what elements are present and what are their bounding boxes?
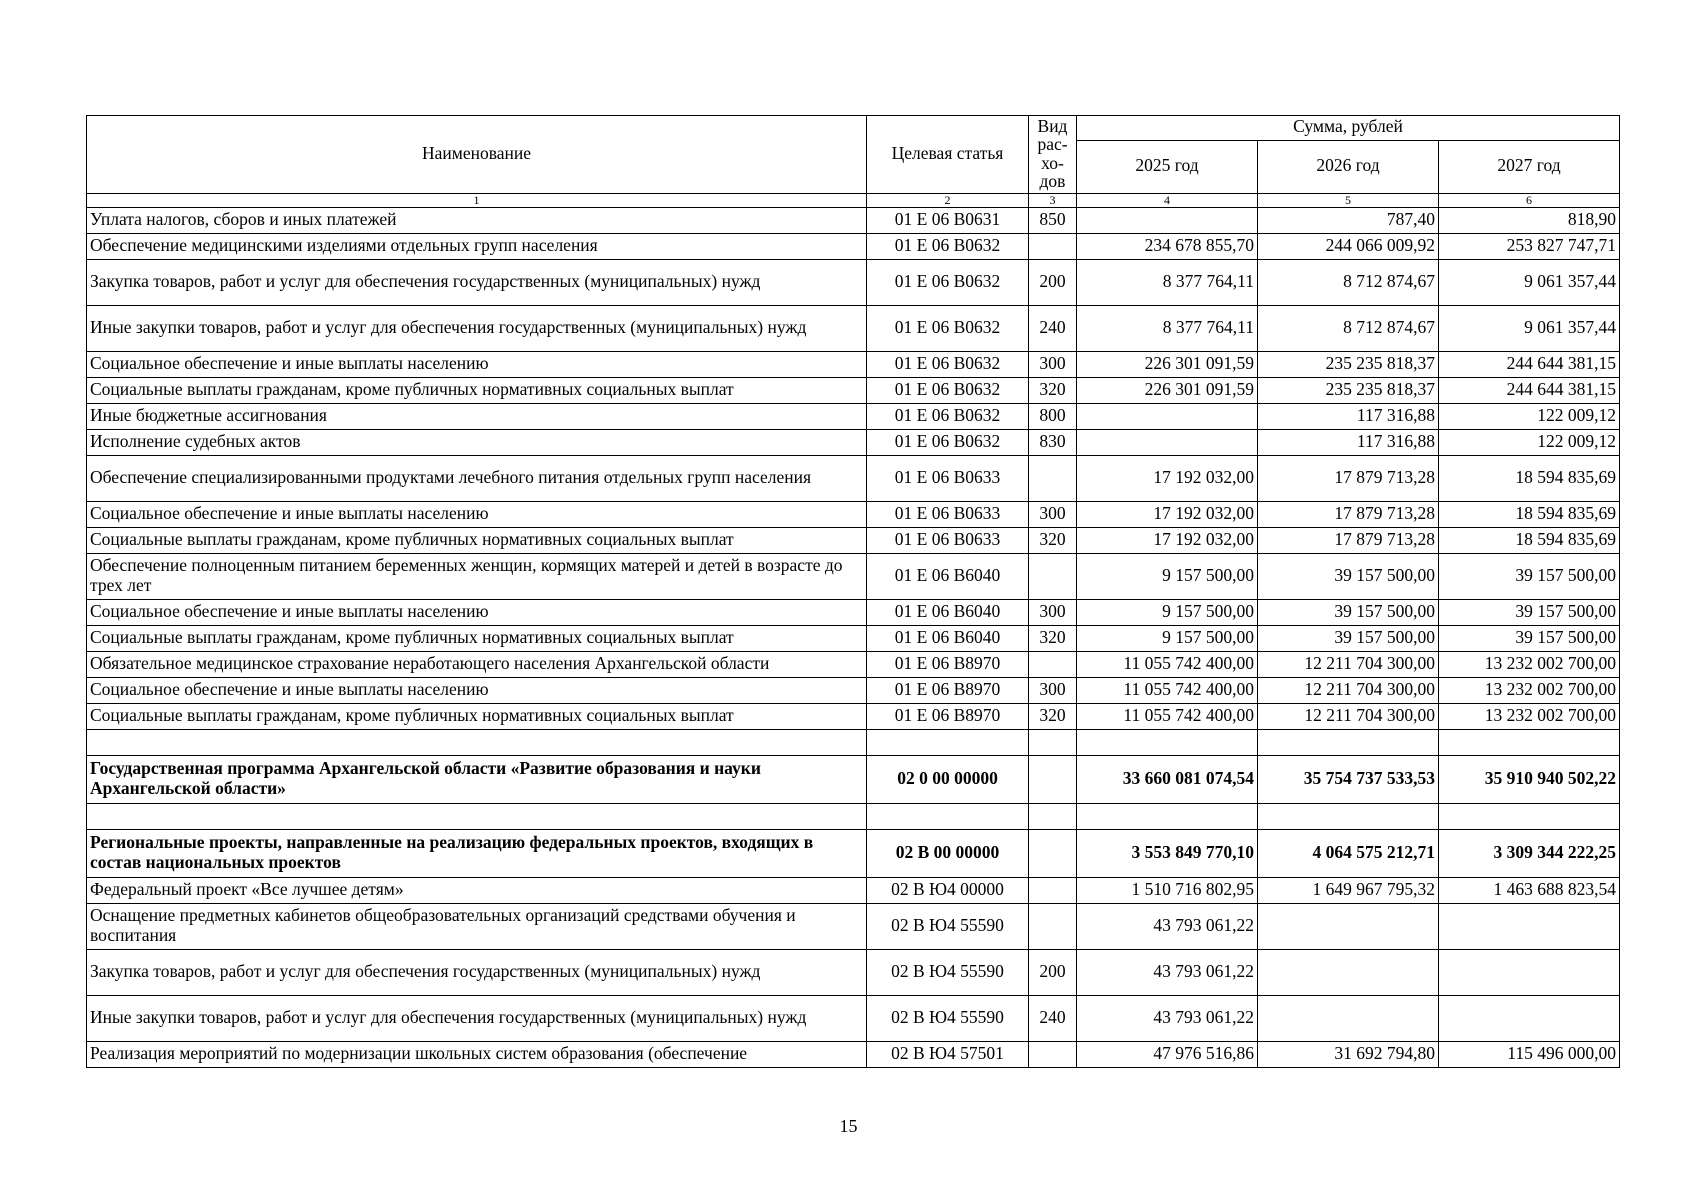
row-target-article: 01 Е 06 В6040	[867, 553, 1029, 599]
row-target-article: 01 Е 06 В8970	[867, 677, 1029, 703]
table-row	[87, 995, 1620, 1041]
row-amount-2026: 12 211 704 300,00	[1258, 677, 1439, 703]
row-name: Социальное обеспечение и иные выплаты населению	[87, 501, 867, 527]
table-row	[87, 949, 1620, 995]
column-number: 6	[1439, 193, 1620, 207]
row-amount-2027: 39 157 500,00	[1439, 599, 1620, 625]
table-row	[87, 501, 1620, 527]
row-expense-type: 240	[1029, 995, 1077, 1041]
header-year-2027: 2027 год	[1439, 140, 1620, 193]
row-name: Обеспечение медицинскими изделиями отдельных групп населения	[87, 233, 867, 259]
header-name: Наименование	[87, 116, 867, 194]
row-name: Социальное обеспечение и иные выплаты населению	[87, 599, 867, 625]
row-amount-2026: 12 211 704 300,00	[1258, 651, 1439, 677]
row-target-article: 02 0 00 00000	[867, 755, 1029, 803]
row-target-article: 01 Е 06 В8970	[867, 703, 1029, 729]
row-expense-type: 300	[1029, 501, 1077, 527]
row-amount-2027: 244 644 381,15	[1439, 351, 1620, 377]
row-amount-2026: 235 235 818,37	[1258, 351, 1439, 377]
row-amount-2027	[1439, 949, 1620, 995]
row-amount-2027: 9 061 357,44	[1439, 259, 1620, 305]
row-amount-2027: 9 061 357,44	[1439, 305, 1620, 351]
table-row	[87, 429, 1620, 455]
row-amount-2025: 11 055 742 400,00	[1077, 703, 1258, 729]
row-name: Уплата налогов, сборов и иных платежей	[87, 207, 867, 233]
column-number: 1	[87, 193, 867, 207]
table-row	[87, 259, 1620, 305]
row-amount-2025: 9 157 500,00	[1077, 553, 1258, 599]
row-target-article: 01 Е 06 В6040	[867, 625, 1029, 651]
budget-table	[86, 115, 1620, 1068]
row-expense-type: 240	[1029, 305, 1077, 351]
empty-cell	[1258, 803, 1439, 829]
row-target-article: 01 Е 06 В0632	[867, 377, 1029, 403]
row-expense-type: 300	[1029, 599, 1077, 625]
row-amount-2025: 234 678 855,70	[1077, 233, 1258, 259]
row-expense-type	[1029, 877, 1077, 903]
row-target-article: 01 Е 06 В0632	[867, 351, 1029, 377]
row-name: Социальные выплаты гражданам, кроме публичных нормативных социальных выплат	[87, 377, 867, 403]
table-row-program	[87, 755, 1620, 803]
row-amount-2025: 11 055 742 400,00	[1077, 677, 1258, 703]
row-amount-2025: 9 157 500,00	[1077, 599, 1258, 625]
row-amount-2026: 17 879 713,28	[1258, 501, 1439, 527]
row-amount-2026	[1258, 903, 1439, 949]
header-year-2026: 2026 год	[1258, 140, 1439, 193]
row-target-article: 02 В Ю4 00000	[867, 877, 1029, 903]
table-body	[87, 207, 1620, 1067]
column-number: 2	[867, 193, 1029, 207]
column-number: 3	[1029, 193, 1077, 207]
row-amount-2025	[1077, 207, 1258, 233]
row-amount-2026: 117 316,88	[1258, 429, 1439, 455]
row-amount-2025	[1077, 429, 1258, 455]
row-amount-2026: 787,40	[1258, 207, 1439, 233]
table-row	[87, 455, 1620, 501]
row-amount-2026: 12 211 704 300,00	[1258, 703, 1439, 729]
row-expense-type: 200	[1029, 259, 1077, 305]
table-row	[87, 377, 1620, 403]
row-amount-2025: 9 157 500,00	[1077, 625, 1258, 651]
row-name: Исполнение судебных актов	[87, 429, 867, 455]
empty-cell	[87, 803, 867, 829]
row-amount-2025: 43 793 061,22	[1077, 949, 1258, 995]
row-name: Иные бюджетные ассигнования	[87, 403, 867, 429]
row-amount-2026: 4 064 575 212,71	[1258, 829, 1439, 877]
row-amount-2027: 35 910 940 502,22	[1439, 755, 1620, 803]
row-expense-type: 830	[1029, 429, 1077, 455]
table-row	[87, 527, 1620, 553]
row-target-article: 01 Е 06 В0633	[867, 527, 1029, 553]
row-name: Иные закупки товаров, работ и услуг для обеспечения государственных (муниципальных) нужд	[87, 995, 867, 1041]
row-expense-type: 320	[1029, 377, 1077, 403]
row-amount-2026: 35 754 737 533,53	[1258, 755, 1439, 803]
table-row	[87, 233, 1620, 259]
row-amount-2025: 17 192 032,00	[1077, 501, 1258, 527]
row-amount-2027: 18 594 835,69	[1439, 455, 1620, 501]
row-amount-2025: 43 793 061,22	[1077, 995, 1258, 1041]
page-number: 15	[839, 1116, 858, 1136]
table-row-program	[87, 829, 1620, 877]
empty-cell	[1439, 803, 1620, 829]
row-name: Федеральный проект «Все лучшее детям»	[87, 877, 867, 903]
header-target-article: Целевая статья	[867, 116, 1029, 194]
row-expense-type: 200	[1029, 949, 1077, 995]
table-row	[87, 305, 1620, 351]
row-amount-2026: 39 157 500,00	[1258, 625, 1439, 651]
spacer-row	[87, 729, 1620, 755]
row-amount-2027: 13 232 002 700,00	[1439, 677, 1620, 703]
row-target-article: 01 Е 06 В0632	[867, 233, 1029, 259]
row-expense-type: 320	[1029, 625, 1077, 651]
empty-cell	[867, 803, 1029, 829]
row-target-article: 01 Е 06 В0633	[867, 501, 1029, 527]
empty-cell	[1077, 729, 1258, 755]
row-amount-2026: 17 879 713,28	[1258, 527, 1439, 553]
header-expense-type: Вид рас-хо-дов	[1029, 116, 1077, 194]
row-amount-2027: 13 232 002 700,00	[1439, 703, 1620, 729]
row-target-article: 01 Е 06 В0632	[867, 305, 1029, 351]
row-amount-2025: 17 192 032,00	[1077, 455, 1258, 501]
row-amount-2027: 115 496 000,00	[1439, 1041, 1620, 1067]
table-row	[87, 351, 1620, 377]
row-amount-2026: 235 235 818,37	[1258, 377, 1439, 403]
row-target-article: 02 В 00 00000	[867, 829, 1029, 877]
row-expense-type: 320	[1029, 527, 1077, 553]
table-row	[87, 703, 1620, 729]
row-target-article: 01 Е 06 В0633	[867, 455, 1029, 501]
column-number-row	[87, 193, 1620, 207]
row-expense-type	[1029, 651, 1077, 677]
row-amount-2027: 39 157 500,00	[1439, 553, 1620, 599]
empty-cell	[867, 729, 1029, 755]
empty-cell	[1439, 729, 1620, 755]
empty-cell	[87, 729, 867, 755]
empty-cell	[1029, 803, 1077, 829]
column-number: 4	[1077, 193, 1258, 207]
row-target-article: 01 Е 06 В0632	[867, 259, 1029, 305]
row-amount-2027: 39 157 500,00	[1439, 625, 1620, 651]
row-amount-2026: 17 879 713,28	[1258, 455, 1439, 501]
row-name: Закупка товаров, работ и услуг для обеспечения государственных (муниципальных) нужд	[87, 259, 867, 305]
header-year-2025: 2025 год	[1077, 140, 1258, 193]
empty-cell	[1258, 729, 1439, 755]
row-amount-2027	[1439, 995, 1620, 1041]
row-amount-2025: 11 055 742 400,00	[1077, 651, 1258, 677]
row-expense-type: 850	[1029, 207, 1077, 233]
row-name: Обязательное медицинское страхование неработающего населения Архангельской области	[87, 651, 867, 677]
row-amount-2027: 122 009,12	[1439, 429, 1620, 455]
row-amount-2026: 1 649 967 795,32	[1258, 877, 1439, 903]
row-amount-2026: 31 692 794,80	[1258, 1041, 1439, 1067]
row-expense-type	[1029, 553, 1077, 599]
row-expense-type	[1029, 1041, 1077, 1067]
row-amount-2026: 8 712 874,67	[1258, 305, 1439, 351]
row-amount-2025	[1077, 403, 1258, 429]
row-expense-type	[1029, 903, 1077, 949]
row-name: Региональные проекты, направленные на реализацию федеральных проектов, входящих в состав национальных проектов	[87, 829, 867, 877]
row-expense-type: 300	[1029, 677, 1077, 703]
row-name: Обеспечение полноценным питанием беременных женщин, кормящих матерей и детей в возрасте до трех лет	[87, 553, 867, 599]
row-target-article: 02 В Ю4 55590	[867, 903, 1029, 949]
row-name: Реализация мероприятий по модернизации школьных систем образования (обеспечение	[87, 1041, 867, 1067]
row-name: Социальные выплаты гражданам, кроме публичных нормативных социальных выплат	[87, 703, 867, 729]
table-row	[87, 677, 1620, 703]
table-row	[87, 599, 1620, 625]
row-name: Социальное обеспечение и иные выплаты населению	[87, 677, 867, 703]
row-expense-type	[1029, 233, 1077, 259]
row-target-article: 01 Е 06 В0632	[867, 429, 1029, 455]
row-amount-2025: 8 377 764,11	[1077, 305, 1258, 351]
row-name: Социальное обеспечение и иные выплаты населению	[87, 351, 867, 377]
row-amount-2027: 818,90	[1439, 207, 1620, 233]
row-target-article: 01 Е 06 В0632	[867, 403, 1029, 429]
row-amount-2025: 226 301 091,59	[1077, 377, 1258, 403]
row-amount-2025: 17 192 032,00	[1077, 527, 1258, 553]
row-expense-type	[1029, 829, 1077, 877]
table-row	[87, 403, 1620, 429]
row-amount-2026	[1258, 949, 1439, 995]
row-name: Иные закупки товаров, работ и услуг для обеспечения государственных (муниципальных) нужд	[87, 305, 867, 351]
row-expense-type: 300	[1029, 351, 1077, 377]
row-expense-type: 320	[1029, 703, 1077, 729]
row-expense-type	[1029, 755, 1077, 803]
row-amount-2025: 43 793 061,22	[1077, 903, 1258, 949]
row-amount-2026: 39 157 500,00	[1258, 553, 1439, 599]
row-amount-2026: 117 316,88	[1258, 403, 1439, 429]
row-name: Обеспечение специализированными продуктами лечебного питания отдельных групп населения	[87, 455, 867, 501]
row-amount-2026: 8 712 874,67	[1258, 259, 1439, 305]
row-name: Закупка товаров, работ и услуг для обеспечения государственных (муниципальных) нужд	[87, 949, 867, 995]
row-amount-2027: 18 594 835,69	[1439, 527, 1620, 553]
table-row	[87, 651, 1620, 677]
row-amount-2026: 244 066 009,92	[1258, 233, 1439, 259]
row-amount-2025: 1 510 716 802,95	[1077, 877, 1258, 903]
row-target-article: 02 В Ю4 55590	[867, 949, 1029, 995]
row-amount-2027: 122 009,12	[1439, 403, 1620, 429]
column-number: 5	[1258, 193, 1439, 207]
row-amount-2027: 13 232 002 700,00	[1439, 651, 1620, 677]
row-amount-2025: 47 976 516,86	[1077, 1041, 1258, 1067]
row-target-article: 02 В Ю4 57501	[867, 1041, 1029, 1067]
row-name: Оснащение предметных кабинетов общеобразовательных организаций средствами обучения и воспитания	[87, 903, 867, 949]
table-row	[87, 207, 1620, 233]
row-amount-2025: 8 377 764,11	[1077, 259, 1258, 305]
table-row	[87, 903, 1620, 949]
row-name: Государственная программа Архангельской области «Развитие образования и науки Архангельской области»	[87, 755, 867, 803]
row-amount-2027: 253 827 747,71	[1439, 233, 1620, 259]
row-amount-2025: 226 301 091,59	[1077, 351, 1258, 377]
row-name: Социальные выплаты гражданам, кроме публичных нормативных социальных выплат	[87, 527, 867, 553]
row-amount-2027: 1 463 688 823,54	[1439, 877, 1620, 903]
row-target-article: 01 Е 06 В8970	[867, 651, 1029, 677]
row-amount-2025: 3 553 849 770,10	[1077, 829, 1258, 877]
row-amount-2027: 244 644 381,15	[1439, 377, 1620, 403]
row-amount-2026	[1258, 995, 1439, 1041]
row-amount-2025: 33 660 081 074,54	[1077, 755, 1258, 803]
row-target-article: 01 Е 06 В6040	[867, 599, 1029, 625]
row-amount-2027: 3 309 344 222,25	[1439, 829, 1620, 877]
table-row	[87, 625, 1620, 651]
row-amount-2027: 18 594 835,69	[1439, 501, 1620, 527]
row-target-article: 01 Е 06 В0631	[867, 207, 1029, 233]
row-amount-2027	[1439, 903, 1620, 949]
table-row	[87, 553, 1620, 599]
header-sum-group: Сумма, рублей	[1077, 116, 1620, 141]
row-expense-type	[1029, 455, 1077, 501]
row-target-article: 02 В Ю4 55590	[867, 995, 1029, 1041]
row-name: Социальные выплаты гражданам, кроме публичных нормативных социальных выплат	[87, 625, 867, 651]
spacer-row	[87, 803, 1620, 829]
empty-cell	[1029, 729, 1077, 755]
row-amount-2026: 39 157 500,00	[1258, 599, 1439, 625]
table-row	[87, 877, 1620, 903]
table-row	[87, 1041, 1620, 1067]
empty-cell	[1077, 803, 1258, 829]
row-expense-type: 800	[1029, 403, 1077, 429]
